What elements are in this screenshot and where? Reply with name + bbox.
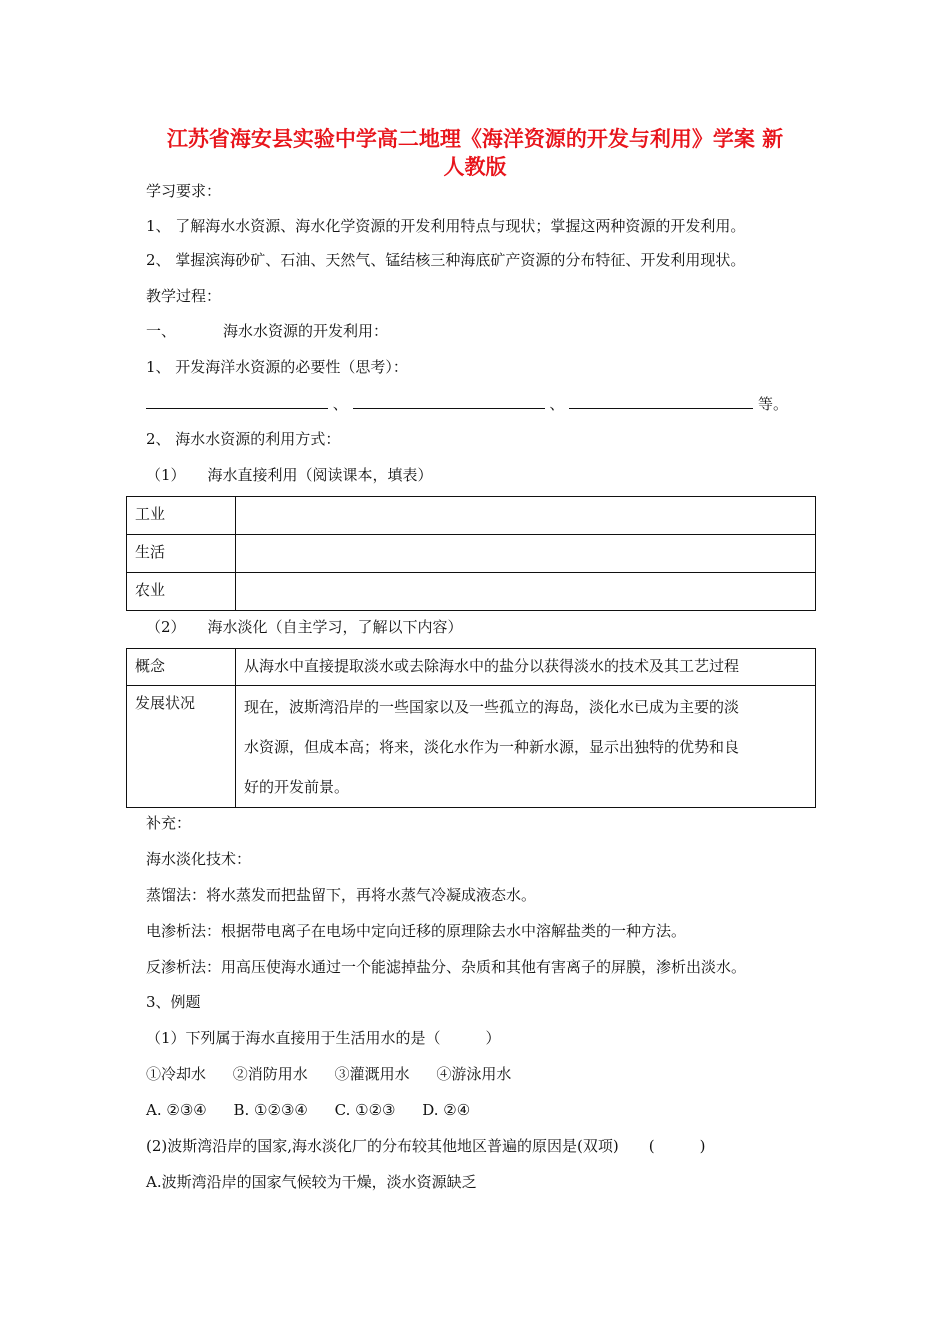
row-label-industry: 工业 — [127, 497, 236, 535]
table-row — [127, 497, 816, 535]
method-distillation: 蒸馏法：将水蒸发而把盐留下，再将水蒸气冷凝成液态水。 — [146, 886, 537, 904]
development-line-2: 水资源，但成本高；将来，淡化水作为一种新水源，显示出独特的优势和良 — [244, 738, 740, 756]
subsection-1-title: 海水直接利用（阅读课本，填表） — [207, 466, 433, 484]
answer-cell-life[interactable] — [236, 535, 816, 573]
development-line-3: 好的开发前景。 — [244, 778, 350, 796]
question-1-options — [146, 1064, 511, 1084]
answer-blank-1[interactable] — [146, 394, 328, 409]
answer-cell-agriculture[interactable] — [236, 573, 816, 611]
document-title — [130, 125, 820, 181]
title-line-2: 人教版 — [443, 155, 507, 179]
subsection-1-heading — [146, 465, 433, 485]
subsection-2-title: 海水淡化（自主学习，了解以下内容） — [207, 618, 463, 636]
subsection-2-heading — [146, 617, 463, 637]
row-label-concept: 概念 — [127, 649, 236, 686]
usage-methods-heading: 2、 海水水资源的利用方式： — [146, 430, 341, 448]
choice-b: B. ①②③④ — [233, 1101, 308, 1119]
answer-blank-3[interactable] — [569, 394, 753, 409]
section-1-number: 一、 — [146, 322, 177, 340]
blank-separator-1: 、 — [332, 395, 348, 413]
development-line-1: 现在，波斯湾沿岸的一些国家以及一些孤立的海岛，淡化水已成为主要的淡 — [244, 698, 740, 716]
subsection-2-number: （2） — [146, 618, 186, 636]
answer-blank-2[interactable] — [353, 394, 545, 409]
question-2-option-a: A.波斯湾沿岸的国家气候较为干燥，淡水资源缺乏 — [146, 1173, 477, 1191]
table-row — [127, 573, 816, 611]
title-line-1: 江苏省海安县实验中学高二地理《海洋资源的开发与利用》学案 新 — [166, 127, 784, 151]
question-1-choices — [146, 1100, 470, 1120]
option-item: ③灌溉用水 — [334, 1065, 410, 1083]
requirement-item-1: 1、 了解海水水资源、海水化学资源的开发利用特点与现状；掌握这两种资源的开发利用。 — [146, 217, 746, 235]
table-row — [127, 686, 816, 808]
answer-cell-industry[interactable] — [236, 497, 816, 535]
question-2: (2)波斯湾沿岸的国家,海水淡化厂的分布较其他地区普遍的原因是(双项) ( ) — [146, 1137, 706, 1155]
choice-c: C. ①②③ — [334, 1101, 396, 1119]
section-1-heading — [146, 321, 388, 341]
necessity-question: 1、 开发海洋水资源的必要性（思考）： — [146, 358, 408, 376]
supplement-heading: 补充： — [146, 814, 192, 832]
row-label-agriculture: 农业 — [127, 573, 236, 611]
method-electrodialysis: 电渗析法：根据带电离子在电场中定向迁移的原理除去水中溶解盐类的一种方法。 — [146, 922, 687, 940]
development-text — [236, 686, 816, 808]
blank-end: 等。 — [757, 395, 788, 413]
row-label-development: 发展状况 — [127, 686, 236, 808]
desalination-tech-heading: 海水淡化技术： — [146, 850, 252, 868]
subsection-1-number: （1） — [146, 466, 186, 484]
table-row — [127, 535, 816, 573]
section-1-title: 海水水资源的开发利用： — [223, 322, 389, 340]
blank-separator-2: 、 — [549, 395, 565, 413]
option-item: ④游泳用水 — [436, 1065, 512, 1083]
process-heading: 教学过程： — [146, 287, 222, 305]
method-reverse-osmosis: 反渗析法：用高压使海水通过一个能滤掉盐分、杂质和其他有害离子的屏膜，渗析出淡水。 — [146, 958, 747, 976]
table-row — [127, 649, 816, 686]
direct-use-table — [126, 496, 816, 611]
option-item: ②消防用水 — [232, 1065, 308, 1083]
choice-a: A. ②③④ — [146, 1101, 207, 1119]
question-1: （1）下列属于海水直接用于生活用水的是（ ） — [146, 1029, 501, 1047]
option-item: ①冷却水 — [146, 1065, 207, 1083]
row-label-life: 生活 — [127, 535, 236, 573]
requirement-item-2: 2、 掌握滨海砂矿、石油、天然气、锰结核三种海底矿产资源的分布特征、开发利用现状。 — [146, 251, 746, 269]
examples-heading: 3、例题 — [146, 993, 201, 1011]
choice-d: D. ②④ — [422, 1101, 471, 1119]
concept-text: 从海水中直接提取淡水或去除海水中的盐分以获得淡水的技术及其工艺过程 — [236, 649, 816, 686]
fill-in-blanks — [146, 394, 788, 414]
desalination-table — [126, 648, 816, 808]
requirements-heading: 学习要求： — [146, 182, 222, 200]
